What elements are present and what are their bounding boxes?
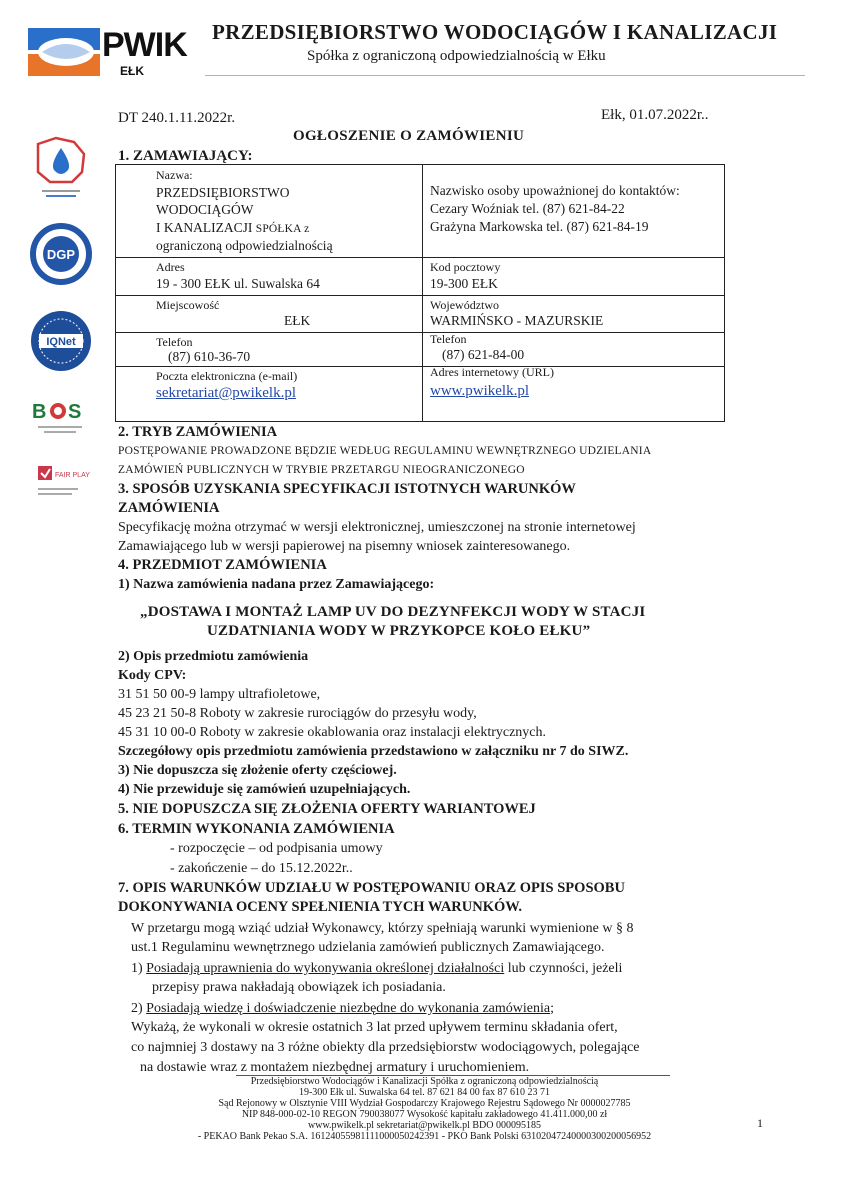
address-label: Adres	[156, 260, 185, 274]
cpv-code-1: 31 51 50 00-9 lampy ultrafioletowe,	[118, 687, 321, 702]
section-3-heading: 3. SPOSÓB UZYSKANIA SPECYFIKACJI ISTOTNYCH WARUNKÓW	[118, 481, 576, 497]
company-logo	[28, 22, 187, 80]
section-4-subheading-2: 2) Opis przedmiotu zamówienia	[118, 649, 309, 664]
address-value: 19 - 300 EŁK ul. Suwalska 64	[156, 276, 320, 291]
schedule-start: - rozpoczęcie – od podpisania umowy	[170, 841, 383, 856]
cert-water-drop	[28, 132, 94, 202]
condition-2-underlined: Posiadają wiedzę i doświadczenie niezbędne do wykonania zamówienia	[146, 1001, 551, 1016]
order-title-line-2: UZDATNIANIA WODY W PRZYKOPCE KOŁO EŁKU”	[207, 623, 591, 639]
phone-value-2: (87) 621-84-00	[442, 347, 525, 362]
voivodeship-label: Województwo	[430, 298, 500, 312]
name-line-2: WODOCIĄGÓW	[156, 202, 254, 217]
cert-iqnet	[28, 308, 94, 374]
section-2-line-1: POSTĘPOWANIE PROWADZONE BĘDZIE WEDŁUG REGULAMINU WEWNĘTRZNEGO UDZIELANIA	[118, 445, 652, 457]
condition-1-underlined: Posiadają uprawnienia do wykonywania określonej działalności	[146, 961, 505, 976]
cpv-code-3: 45 31 10 00-0 Roboty w zakresie okablowania oraz instalacji elektrycznych.	[118, 725, 547, 740]
cpv-code-2: 45 23 21 50-8 Roboty w zakresie rurociągów do przesyłu wody,	[118, 706, 477, 721]
section-6-heading: 6. TERMIN WYKONANIA ZAMÓWIENIA	[118, 821, 395, 837]
condition-1	[131, 961, 622, 977]
section-4-point-3: 3) Nie dopuszcza się złożenie oferty częściowej.	[118, 763, 397, 778]
fair-play-icon	[28, 462, 94, 506]
section-7-line-3: Wykażą, że wykonali w okresie ostatnich 3 lat przed upływem terminu składania ofert,	[131, 1020, 618, 1035]
name-line-3-company-type: SPÓŁKA z	[255, 223, 310, 235]
svg-text:FAIR PLAY: FAIR PLAY	[55, 472, 90, 479]
section-4-heading: 4. PRZEDMIOT ZAMÓWIENIA	[118, 557, 327, 573]
footer-web-contact: www.pwikelk.pl sekretariat@pwikelk.pl BDO 000095185	[308, 1120, 541, 1131]
svg-text:DGP: DGP	[46, 247, 76, 262]
section-5-heading: 5. NIE DOPUSZCZA SIĘ ZŁOŻENIA OFERTY WARIANTOWEJ	[118, 801, 536, 817]
contact-label: Nazwisko osoby upoważnionej do kontaktów:	[430, 183, 680, 198]
website-link[interactable]: www.pwikelk.pl	[430, 383, 530, 399]
name-line-3	[156, 220, 309, 237]
section-3-line-1: Specyfikację można otrzymać w wersji elektronicznej, umieszczonej na stronie internetowej	[118, 520, 636, 535]
voivodeship-value: WARMIŃSKO - MAZURSKIE	[430, 313, 604, 328]
page-number: 1	[757, 1116, 763, 1130]
company-subtitle: Spółka z ograniczoną odpowiedzialnością w Ełku	[307, 48, 606, 64]
phone-value: (87) 610-36-70	[168, 349, 251, 364]
email-link[interactable]: sekretariat@pwikelk.pl	[156, 385, 297, 401]
section-3-line-2: Zamawiającego lub w wersji papierowej na pisemny wniosek zainteresowanego.	[118, 539, 571, 554]
footer-tax-ids: NIP 848-000-02-10 REGON 790038077 Wysokość kapitału zakładowego 41.411.000,00 zł	[241, 1109, 608, 1120]
footer-company: Przedsiębiorstwo Wodociągów i Kanalizacji Spółka z ograniczoną odpowiedzialnością	[250, 1076, 599, 1087]
bos-logo-icon	[28, 396, 94, 440]
phone-label-2: Telefon	[430, 332, 467, 346]
schedule-end: - zakończenie – do 15.12.2022r..	[170, 861, 353, 876]
section-7-line-5: na dostawie wraz z montażem niezbędnej armatury i uruchomieniem.	[140, 1060, 530, 1075]
name-line-1: PRZEDSIĘBIORSTWO	[156, 185, 290, 200]
cpv-label: Kody CPV:	[118, 668, 187, 683]
header-divider	[205, 75, 805, 76]
table-column-divider	[422, 165, 423, 421]
condition-1-rest: lub czynności, jeżeli	[504, 961, 623, 976]
section-7-heading-cont: DOKONYWANIA OCENY SPEŁNIENIA TYCH WARUNKÓW.	[118, 899, 523, 915]
table-row-divider	[116, 257, 724, 258]
iqnet-certificate-icon	[28, 308, 94, 374]
contracting-authority-table	[115, 164, 725, 422]
water-drop-poland-map-icon	[28, 132, 94, 202]
table-row-divider	[116, 332, 724, 333]
order-title-line-1: „DOSTAWA I MONTAŻ LAMP UV DO DEZYNFEKCJI WODY W STACJI	[140, 604, 646, 620]
svg-text:S: S	[68, 401, 82, 423]
section-7-heading: 7. OPIS WARUNKÓW UDZIAŁU W POSTĘPOWANIU ORAZ OPIS SPOSOBU	[118, 880, 625, 896]
cert-dgp	[28, 222, 94, 286]
document-reference: DT 240.1.11.2022r.	[118, 110, 236, 126]
section-2-heading: 2. TRYB ZAMÓWIENIA	[118, 424, 278, 440]
section-7-line-2: ust.1 Regulaminu wewnętrznego udzielania zamówień publicznych Zamawiającego.	[131, 940, 605, 955]
section-7-line-4: co najmniej 3 dostawy na 3 różne obiekty dla przedsiębiorstw wodociągowych, polegające	[131, 1040, 640, 1055]
name-line-3-main: I KANALIZACJI	[156, 220, 253, 235]
dgp-certificate-icon	[28, 222, 94, 286]
section-1-heading: 1. ZAMAWIAJĄCY:	[118, 148, 253, 164]
company-name: PRZEDSIĘBIORSTWO WODOCIĄGÓW I KANALIZACJI	[212, 20, 778, 44]
condition-1-number: 1)	[131, 961, 143, 976]
condition-2	[131, 1001, 554, 1017]
contact-person-2: Grażyna Markowska tel. (87) 621-84-19	[430, 219, 649, 234]
section-4-point-4: 4) Nie przewiduje się zamówień uzupełniających.	[118, 782, 411, 797]
logo-subtext: EŁK	[120, 64, 144, 78]
detailed-description-note: Szczegółowy opis przedmiotu zamówienia przedstawiono w załączniku nr 7 do SIWZ.	[118, 744, 629, 759]
section-3-heading-cont: ZAMÓWIENIA	[118, 500, 220, 516]
footer-bank-accounts: - PEKAO Bank Pekao S.A. 16124055981111000050242391 - PKO Bank Polski 63102047240000300200056952	[197, 1131, 652, 1142]
cert-fair-play	[28, 462, 94, 506]
cert-bos	[28, 396, 94, 440]
phone-label: Telefon	[156, 335, 193, 349]
postal-code-label: Kod pocztowy	[430, 260, 501, 274]
email-label: Poczta elektroniczna (e-mail)	[156, 369, 298, 383]
city-label: Miejscowość	[156, 298, 220, 312]
document-title: OGŁOSZENIE O ZAMÓWIENIU	[293, 128, 525, 144]
name-label: Nazwa:	[156, 168, 193, 182]
svg-text:IQNet: IQNet	[46, 336, 76, 348]
svg-text:B: B	[32, 401, 47, 423]
condition-2-rest: ;	[550, 1001, 554, 1016]
city-value: EŁK	[284, 313, 311, 328]
section-7-line-1: W przetargu mogą wziąć udział Wykonawcy, którzy spełniają warunki wymienione w § 8	[131, 921, 634, 936]
postal-code-value: 19-300 EŁK	[430, 276, 498, 291]
table-row-divider	[116, 366, 724, 367]
table-row-divider	[116, 295, 724, 296]
name-line-4: ograniczoną odpowiedzialnością	[156, 238, 333, 253]
condition-2-number: 2)	[131, 1001, 143, 1016]
footer-court-registry: Sąd Rejonowy w Olsztynie VIII Wydział Gospodarczy Krajowego Rejestru Sądowego Nr 0000027785	[218, 1098, 631, 1109]
section-4-subheading-1: 1) Nazwa zamówienia nadana przez Zamawiającego:	[118, 577, 435, 592]
url-label: Adres internetowy (URL)	[430, 365, 554, 379]
footer-address: 19-300 Ełk ul. Suwalska 64 tel. 87 621 84 00 fax 87 610 23 71	[298, 1087, 551, 1098]
condition-1-line-2: przepisy prawa nakładają obowiązek ich posiadania.	[152, 980, 446, 995]
place-date: Ełk, 01.07.2022r..	[601, 107, 709, 123]
contact-person-1: Cezary Woźniak tel. (87) 621-84-22	[430, 201, 625, 216]
logo-text: PWIK	[102, 26, 187, 64]
section-2-line-2: ZAMÓWIEŃ PUBLICZNYCH W TRYBIE PRZETARGU NIEOGRANICZONEGO	[118, 464, 525, 476]
